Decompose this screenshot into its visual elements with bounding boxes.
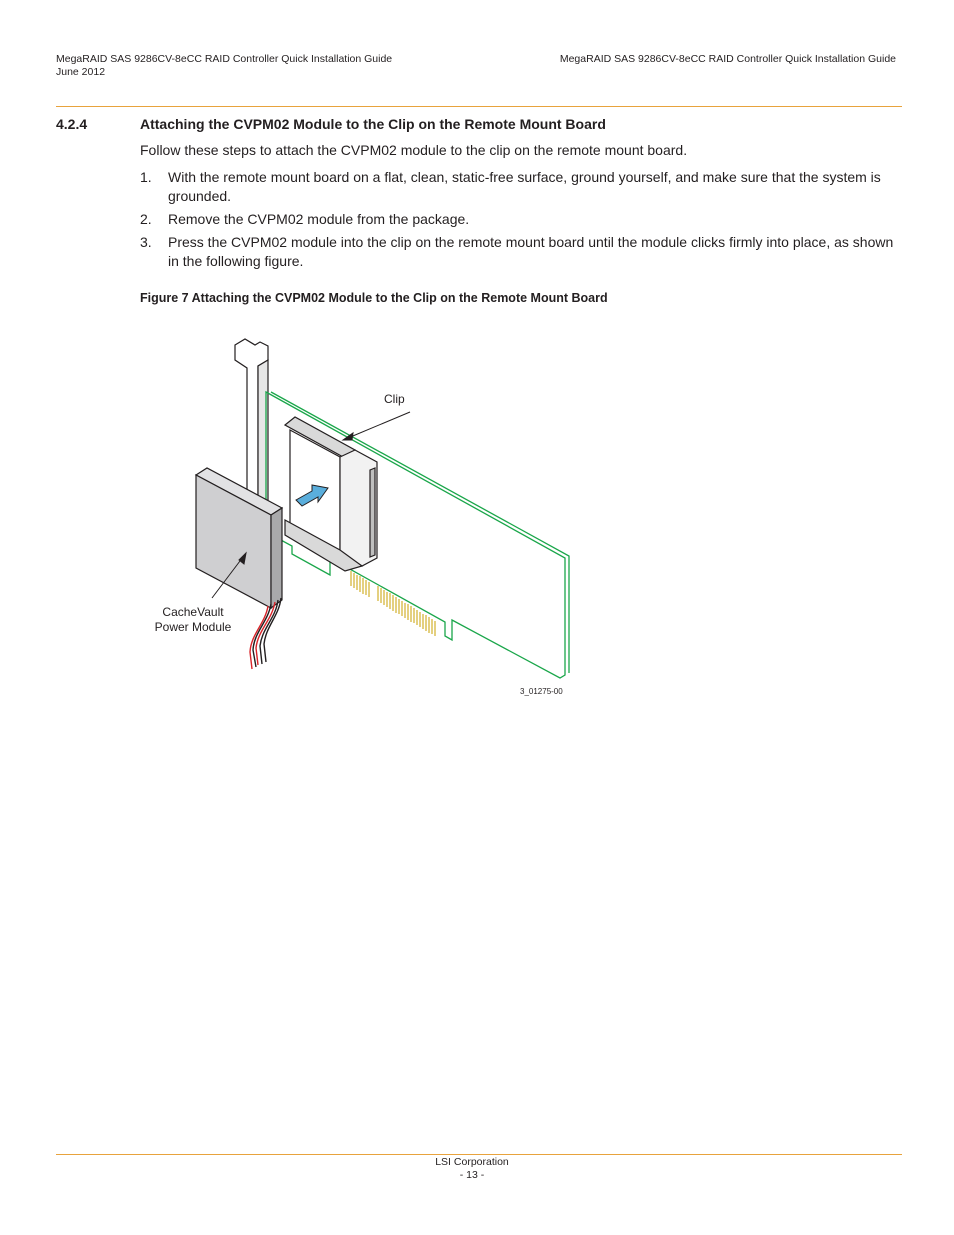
steps-list bbox=[140, 168, 900, 275]
step-item bbox=[140, 168, 900, 206]
edge-connector bbox=[351, 571, 435, 636]
clip-label: Clip bbox=[384, 392, 405, 406]
art-id-label: 3_01275-00 bbox=[520, 687, 563, 696]
figure-illustration bbox=[140, 330, 580, 710]
step-number: 1. bbox=[140, 169, 152, 185]
module-label-line2: Power Module bbox=[154, 620, 232, 634]
page-number: - 13 - bbox=[459, 1169, 485, 1181]
cvpm02-module bbox=[285, 417, 377, 571]
header-rule bbox=[56, 106, 902, 107]
header-doc-title: MegaRAID SAS 9286CV-8eCC RAID Controller Quick Installation Guide bbox=[56, 53, 393, 65]
section-intro: Follow these steps to attach the CVPM02 module to the clip on the remote mount board. bbox=[140, 142, 688, 158]
header-doc-title-right: MegaRAID SAS 9286CV-8eCC RAID Controller Quick Installation Guide bbox=[559, 53, 896, 65]
step-text: Press the CVPM02 module into the clip on the remote mount board until the module clicks firmly into place, as shown in the following figure. bbox=[168, 234, 894, 269]
step-number: 3. bbox=[140, 234, 152, 250]
module-cable bbox=[250, 598, 281, 669]
page-footer bbox=[0, 1156, 944, 1182]
step-item bbox=[140, 233, 900, 271]
section-number: 4.2.4 bbox=[56, 116, 88, 132]
step-item bbox=[140, 210, 900, 229]
board-illustration bbox=[140, 330, 580, 710]
module-label-line1: CacheVault bbox=[162, 605, 224, 619]
page-header-left bbox=[56, 53, 392, 79]
footer-rule bbox=[56, 1154, 902, 1155]
step-number: 2. bbox=[140, 211, 152, 227]
step-text: Remove the CVPM02 module from the package. bbox=[168, 211, 470, 227]
figure-caption: Figure 7 Attaching the CVPM02 Module to the Clip on the Remote Mount Board bbox=[140, 291, 608, 305]
cachevault-power-module bbox=[196, 468, 282, 608]
page-header-right bbox=[560, 53, 896, 66]
section-title: Attaching the CVPM02 Module to the Clip on the Remote Mount Board bbox=[140, 116, 606, 132]
step-text: With the remote mount board on a flat, clean, static-free surface, ground yourself, and make sure that the system is grounded. bbox=[168, 169, 881, 204]
header-date: June 2012 bbox=[56, 66, 106, 78]
footer-company: LSI Corporation bbox=[435, 1156, 509, 1168]
